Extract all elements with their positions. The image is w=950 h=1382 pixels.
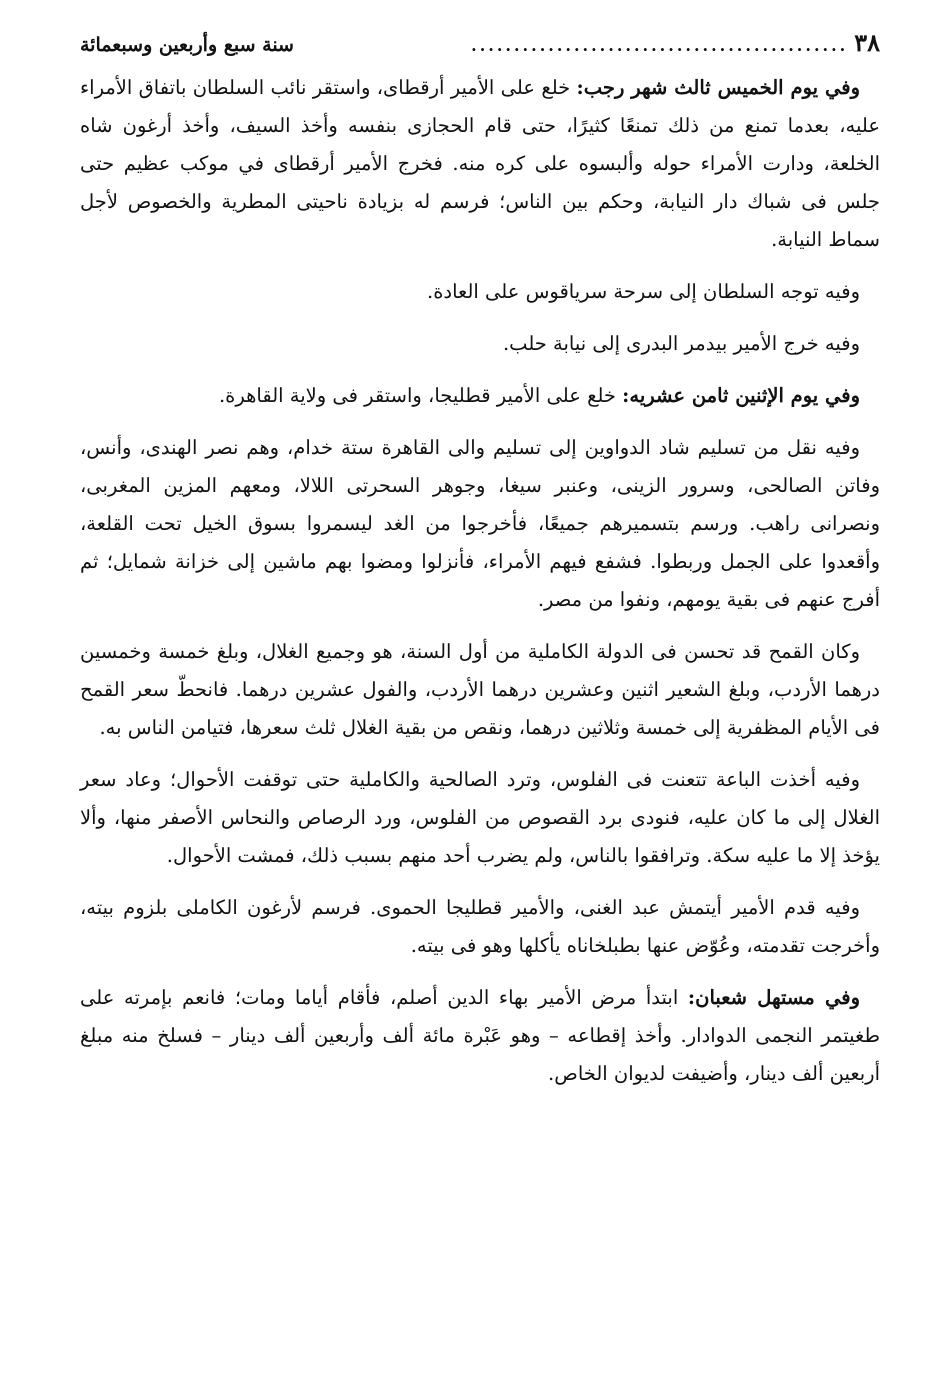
- document-page: [80, 28, 880, 1107]
- paragraph-lead: وفي يوم الخميس ثالث شهر رجب:: [576, 76, 860, 99]
- running-title: سنة سبع وأربعين وسبعمائة: [80, 34, 294, 56]
- paragraph-lead: وفي مستهل شعبان:: [687, 986, 861, 1009]
- paragraph-3: [80, 325, 880, 363]
- paragraph-5: [80, 429, 880, 619]
- paragraph-text: وفيه توجه السلطان إلى سرحة سرياقوس على العادة.: [427, 280, 860, 303]
- paragraph-text: وفيه قدم الأمير أيتمش عبد الغنى، والأمير قطليجا الحموى. فرسم لأرغون الكاملى بلزوم بيته، وأخرجت تقدمته، وعُوّض عنها بطبلخاناه يأكلها وهو فى بيته.: [80, 896, 880, 957]
- paragraph-1: [80, 69, 880, 259]
- paragraph-2: [80, 273, 880, 311]
- page-number: ٣٨: [854, 28, 880, 57]
- paragraph-text: وكان القمح قد تحسن فى الدولة الكاملية من أول السنة، هو وجميع الغلال، وبلغ خمسة وخمسين درهما الأردب، وبلغ الشعير اثنين وعشرين درهما الأردب، والفول عشرين درهما. فانحطّ سعر القمح فى الأيام المظفرية إلى خمسة وثلاثين درهما، ونقص من بقية الغلال ثلث سعرها، فتيامن الناس به.: [80, 640, 880, 739]
- paragraph-6: [80, 633, 880, 747]
- paragraph-lead: وفي يوم الإثنين ثامن عشريه:: [622, 384, 860, 407]
- body-text: [80, 69, 880, 1093]
- paragraph-8: [80, 889, 880, 965]
- paragraph-4: [80, 377, 880, 415]
- paragraph-text: ابتدأ مرض الأمير بهاء الدين أصلم، فأقام أياما ومات؛ فانعم بإمرته على طغيتمر النجمى الدوادار. وأخذ إقطاعه – وهو عَبْرة مائة ألف وأربعين ألف دينار – فسلخ منه مبلغ أربعين ألف دينار، وأضيفت لديوان الخاص.: [80, 986, 880, 1085]
- paragraph-text: وفيه أخذت الباعة تتعنت فى الفلوس، وترد الصالحية والكاملية حتى توقفت الأحوال؛ وعاد سعر الغلال إلى ما كان عليه، فنودى برد القصوص من الفلوس، ورد الرصاص والنحاس الأصفر منها، وألا يؤخذ إلا ما عليه سكة. وترافقوا بالناس، ولم يضرب أحد منهم بسبب ذلك، فمشت الأحوال.: [80, 768, 880, 867]
- paragraph-text: وفيه نقل من تسليم شاد الدواوين إلى تسليم والى القاهرة ستة خدام، وهم نصر الهندى، وأنس، وفاتن الصالحى، وسرور الزينى، وعنبر سيغا، وجوهر السحرتى اللالا، ومعهم المزين المغربى، ونصرانى راهب. ورسم بتسميرهم جميعًا، فأخرجوا من الغد ليسمروا بسوق الخيل تحت القلعة، وأقعدوا على الجمل وربطوا. فشفع فيهم الأمراء، فأنزلوا ومضوا بهم ماشين إلى خزانة شمايل؛ ثم أفرج عنهم فى بقية يومهم، ونفوا من مصر.: [80, 436, 880, 611]
- paragraph-text: وفيه خرج الأمير بيدمر البدرى إلى نيابة حلب.: [502, 332, 860, 355]
- paragraph-7: [80, 761, 880, 875]
- paragraph-text: خلع على الأمير أرقطاى، واستقر نائب السلطان باتفاق الأمراء عليه، بعدما تمنع من ذلك تمنعًا كثيرًا، حتى قام الحجازى بنفسه وأخذ السيف، وأخذ أرغون شاه الخلعة، ودارت الأمراء حوله وألبسوه على كره منه. فخرج الأمير أرقطاى في موكب عظيم حتى جلس فى شباك دار النيابة، وحكم بين الناس؛ فرسم له بزيادة ناحيتى المطرية والخصوص لأجل سماط النيابة.: [80, 76, 880, 251]
- paragraph-text: خلع على الأمير قطليجا، واستقر فى ولاية القاهرة.: [218, 384, 623, 407]
- header-leader-dots: ............................................: [471, 36, 849, 55]
- running-header: [80, 28, 880, 61]
- paragraph-9: [80, 979, 880, 1093]
